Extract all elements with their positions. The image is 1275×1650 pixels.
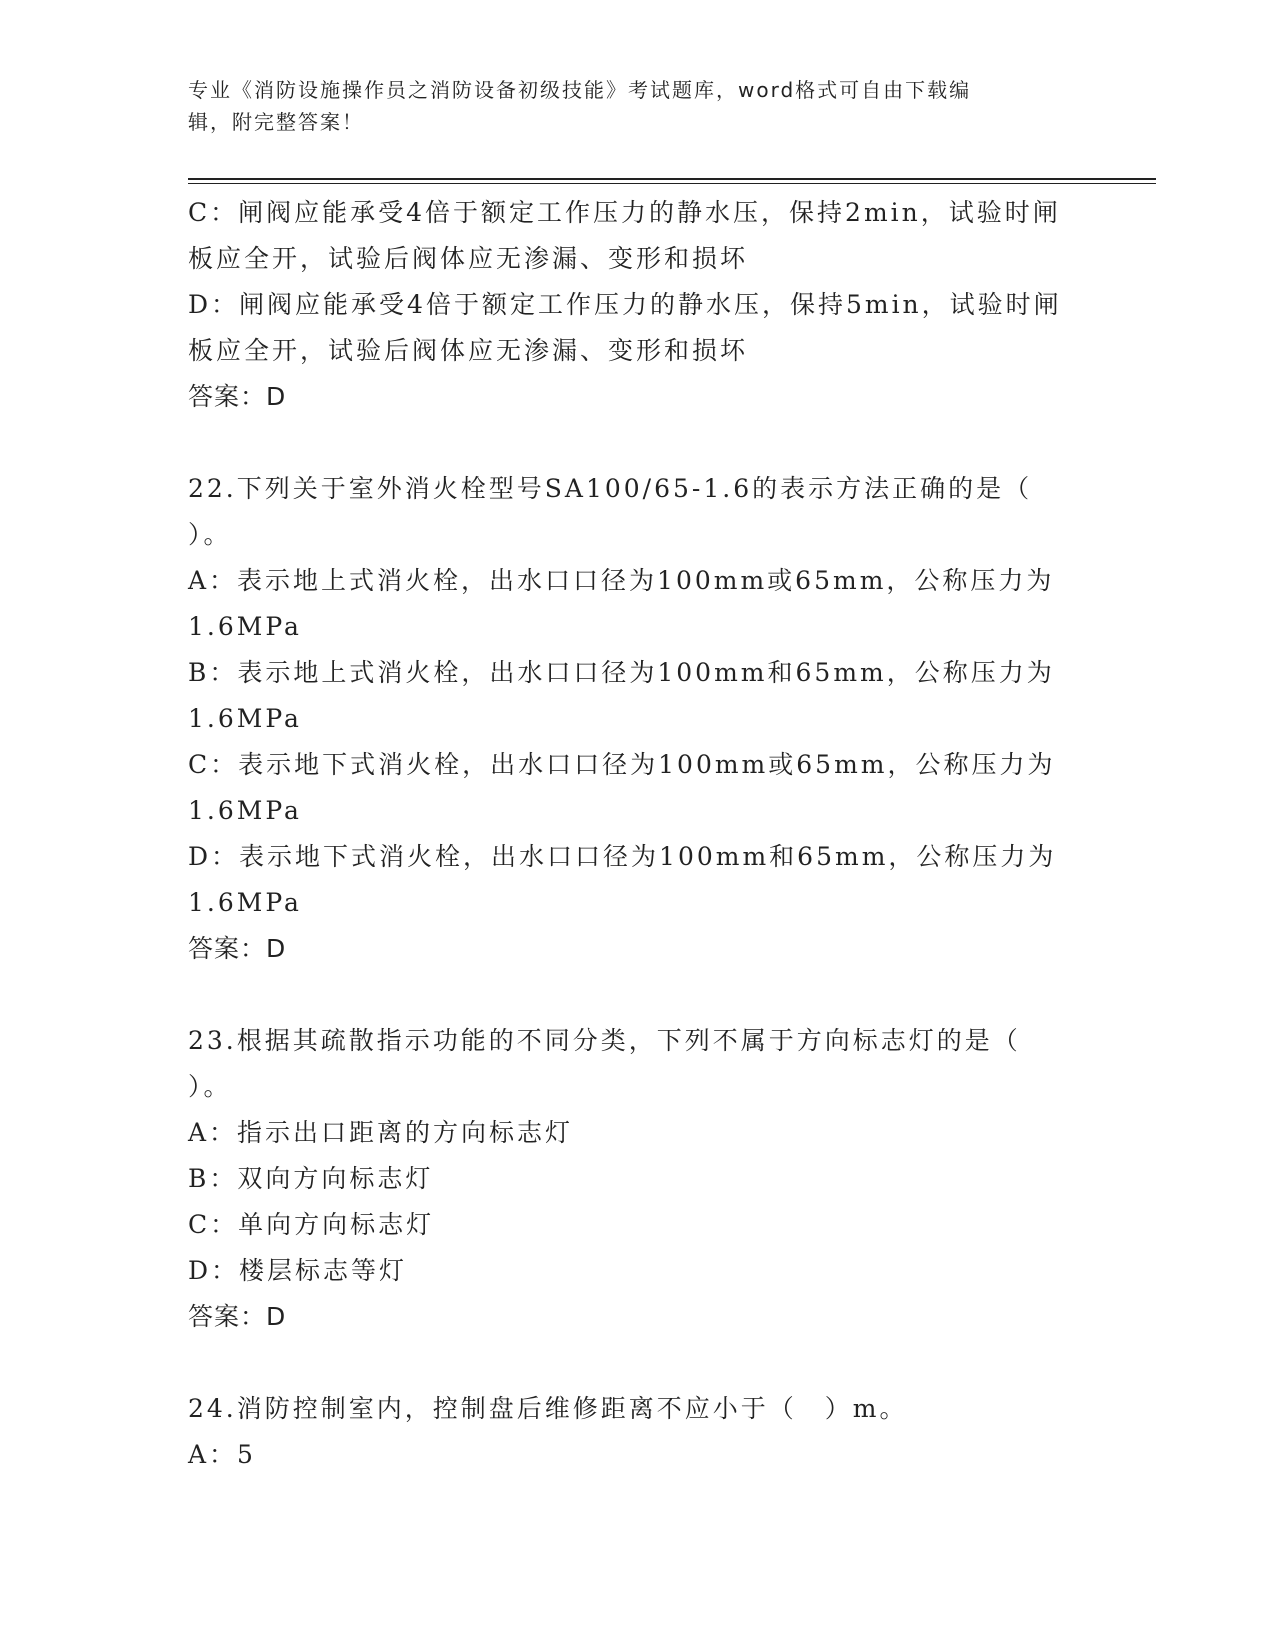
option-d-line-1: D：表示地下式消火栓，出水口口径为100mm和65mm，公称压力为 [188,842,1057,871]
question-23 [188,1018,1088,1340]
question-stem-line-1: 24.消防控制室内，控制盘后维修距离不应小于（ ）m。 [188,1394,908,1423]
option-a-line-1: A：表示地上式消火栓，出水口口径为100mm或65mm，公称压力为 [188,566,1055,595]
option-d-line-1: D：闸阀应能承受4倍于额定工作压力的静水压，保持5min，试验时闸 [188,290,1062,319]
option-c-line-2: 板应全开，试验后阀体应无渗漏、变形和损坏 [188,244,749,273]
question-stem-line-1: 23.根据其疏散指示功能的不同分类，下列不属于方向标志灯的是（ [188,1026,1021,1055]
option-a: A：指示出口距离的方向标志灯 [188,1118,574,1147]
header-line-1: 专业《消防设施操作员之消防设备初级技能》考试题库，word格式可自由下载编 [188,78,972,102]
option-c-line-1: C：表示地下式消火栓，出水口口径为100mm或65mm，公称压力为 [188,750,1056,779]
option-c-line-1: C：闸阀应能承受4倍于额定工作压力的静水压，保持2min，试验时闸 [188,198,1061,227]
question-stem-line-2: ）。 [188,520,232,549]
header-divider-thick [188,178,1156,180]
option-b-line-1: B：表示地上式消火栓，出水口口径为100mm和65mm，公称压力为 [188,658,1055,687]
option-d: D：楼层标志等灯 [188,1256,408,1285]
document-body [188,190,1088,1478]
question-22 [188,466,1088,972]
option-d-line-2: 板应全开，试验后阀体应无渗漏、变形和损坏 [188,336,749,365]
option-a: A：5 [188,1440,256,1469]
option-a-line-2: 1.6MPa [188,612,302,641]
question-24 [188,1386,1088,1478]
option-c: C：单向方向标志灯 [188,1210,435,1239]
option-b-line-2: 1.6MPa [188,704,302,733]
page-header [188,74,1088,138]
answer: 答案：D [188,1302,287,1331]
header-divider-thin [188,183,1156,184]
option-d-line-2: 1.6MPa [188,888,302,917]
question-21-continuation [188,190,1088,420]
question-stem-line-1: 22.下列关于室外消火栓型号SA100/65-1.6的表示方法正确的是（ [188,474,1033,503]
answer: 答案：D [188,934,287,963]
question-stem-line-2: ）。 [188,1072,232,1101]
option-b: B：双向方向标志灯 [188,1164,434,1193]
option-c-line-2: 1.6MPa [188,796,302,825]
answer: 答案：D [188,382,287,411]
header-line-2: 辑，附完整答案！ [188,110,364,134]
